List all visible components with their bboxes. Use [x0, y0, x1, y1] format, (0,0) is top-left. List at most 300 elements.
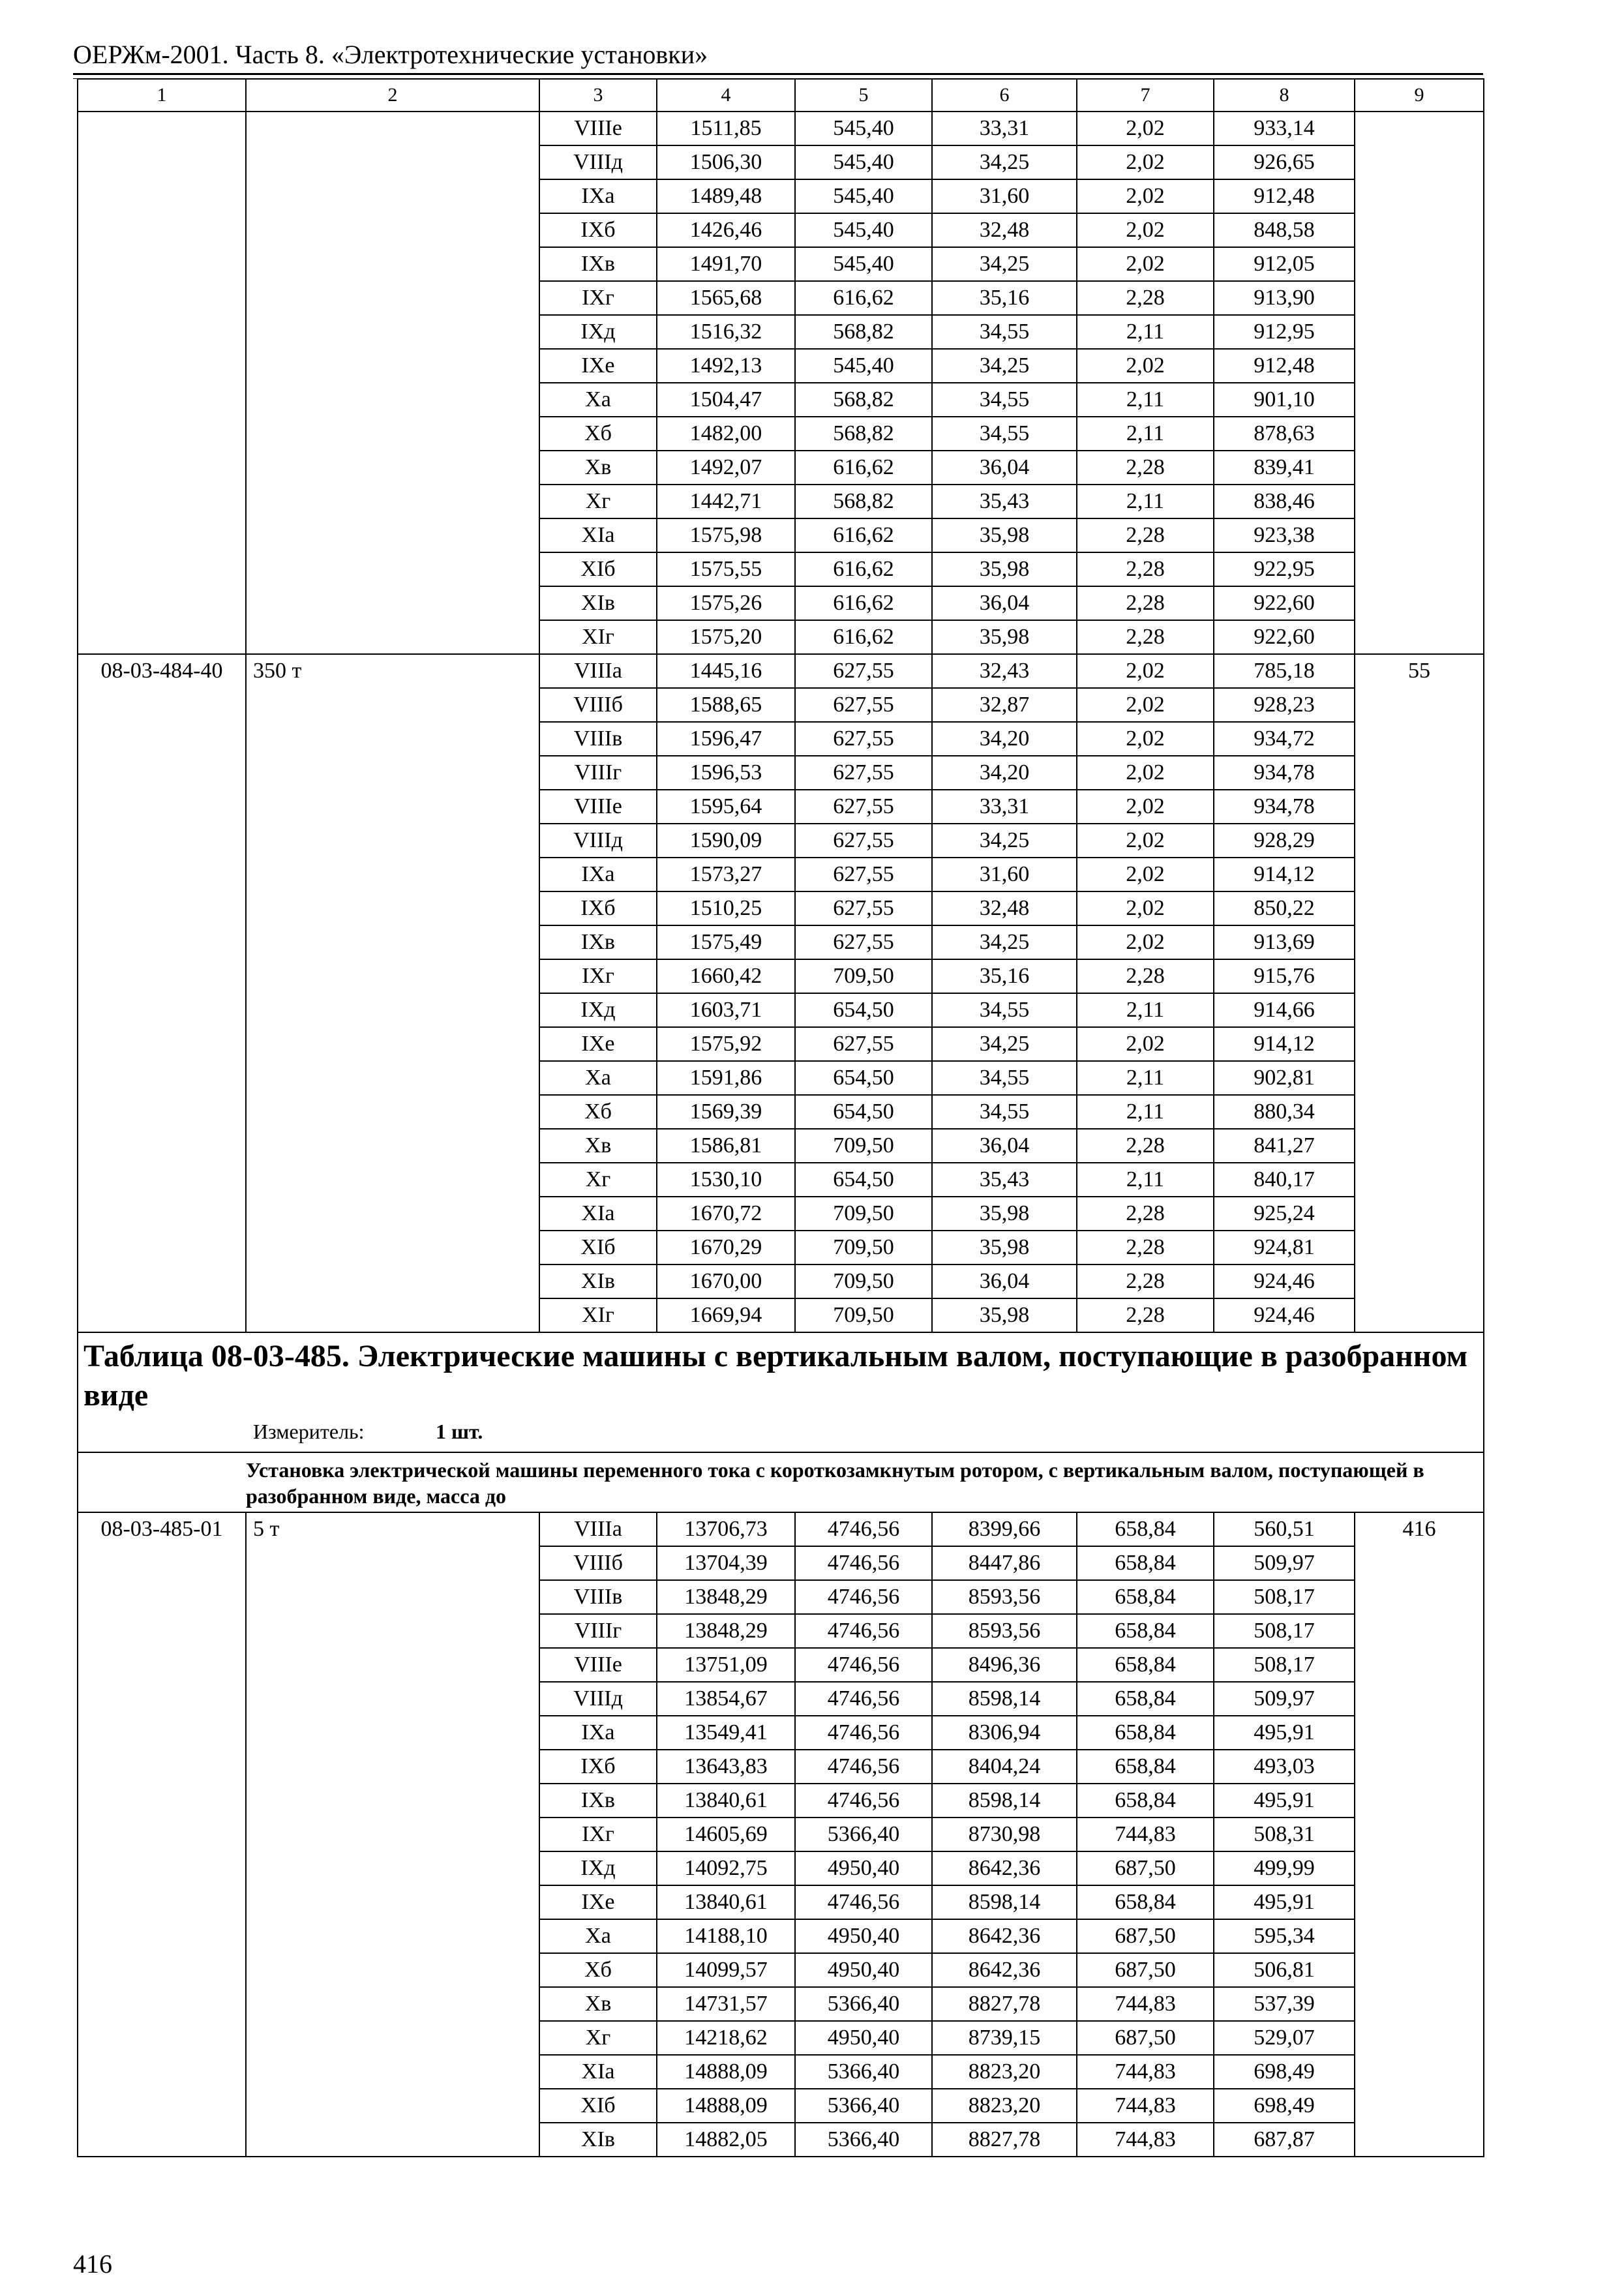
- total-cost-cell: 14882,05: [657, 2123, 795, 2157]
- total-cost-cell: 1596,47: [657, 722, 795, 756]
- header-rule: [73, 73, 1483, 75]
- zone-cell: VIIIб: [539, 1546, 657, 1580]
- total-cost-cell: 1586,81: [657, 1129, 795, 1163]
- total-cost-cell: 1591,86: [657, 1061, 795, 1095]
- description-text: Установка электрической машины переменного тока с короткозамкнутым ротором, с вертикальным валом, поступающей в разобранном виде, масса до: [246, 1452, 1484, 1512]
- table-row: [78, 112, 1484, 145]
- wage-cell: 5366,40: [795, 2123, 932, 2157]
- operator-wage-cell: 2,02: [1077, 145, 1214, 179]
- materials-cell: 506,81: [1214, 1953, 1355, 1987]
- measure-label: Измеритель:: [253, 1420, 365, 1443]
- operator-wage-cell: 658,84: [1077, 1716, 1214, 1750]
- zone-cell: IXв: [539, 925, 657, 959]
- machine-cost-cell: 8827,78: [932, 1987, 1077, 2021]
- total-cost-cell: 1575,20: [657, 620, 795, 654]
- zone-cell: VIIIе: [539, 1648, 657, 1682]
- materials-cell: 925,24: [1214, 1197, 1355, 1231]
- materials-cell: 508,17: [1214, 1614, 1355, 1648]
- materials-cell: 923,38: [1214, 518, 1355, 552]
- materials-cell: 902,81: [1214, 1061, 1355, 1095]
- materials-cell: 499,99: [1214, 1851, 1355, 1885]
- operator-wage-cell: 2,28: [1077, 451, 1214, 485]
- total-cost-cell: 1491,70: [657, 247, 795, 281]
- rate-code: [78, 112, 246, 654]
- machine-cost-cell: 8642,36: [932, 1851, 1077, 1885]
- operator-wage-cell: 2,28: [1077, 1231, 1214, 1264]
- machine-cost-cell: 8306,94: [932, 1716, 1077, 1750]
- rates-table: [77, 78, 1484, 2157]
- wage-cell: 4746,56: [795, 1614, 932, 1648]
- page-number: 416: [73, 2249, 112, 2279]
- machine-cost-cell: 8598,14: [932, 1885, 1077, 1919]
- materials-cell: 839,41: [1214, 451, 1355, 485]
- labor-cell: 416: [1355, 1512, 1484, 2157]
- total-cost-cell: 1511,85: [657, 112, 795, 145]
- operator-wage-cell: 2,02: [1077, 349, 1214, 383]
- zone-cell: IXг: [539, 1818, 657, 1851]
- total-cost-cell: 14218,62: [657, 2021, 795, 2055]
- operator-wage-cell: 2,02: [1077, 654, 1214, 688]
- rate-name: 350 т: [246, 654, 539, 1332]
- wage-cell: 709,50: [795, 1197, 932, 1231]
- materials-cell: 493,03: [1214, 1750, 1355, 1784]
- wage-cell: 4746,56: [795, 1682, 932, 1716]
- machine-cost-cell: 34,20: [932, 756, 1077, 790]
- zone-cell: VIIIе: [539, 790, 657, 824]
- wage-cell: 616,62: [795, 586, 932, 620]
- total-cost-cell: 13704,39: [657, 1546, 795, 1580]
- machine-cost-cell: 34,25: [932, 145, 1077, 179]
- materials-cell: 914,12: [1214, 858, 1355, 891]
- zone-cell: XIа: [539, 1197, 657, 1231]
- rate-name: 5 т: [246, 1512, 539, 2157]
- operator-wage-cell: 2,02: [1077, 688, 1214, 722]
- zone-cell: VIIIг: [539, 756, 657, 790]
- wage-cell: 627,55: [795, 790, 932, 824]
- wage-cell: 627,55: [795, 1027, 932, 1061]
- total-cost-cell: 13751,09: [657, 1648, 795, 1682]
- rate-code: 08-03-484-40: [78, 654, 246, 1332]
- zone-cell: XIб: [539, 552, 657, 586]
- materials-cell: 698,49: [1214, 2089, 1355, 2123]
- machine-cost-cell: 35,98: [932, 620, 1077, 654]
- materials-cell: 537,39: [1214, 1987, 1355, 2021]
- machine-cost-cell: 34,25: [932, 824, 1077, 858]
- zone-cell: XIг: [539, 620, 657, 654]
- materials-cell: 595,34: [1214, 1919, 1355, 1953]
- total-cost-cell: 1492,13: [657, 349, 795, 383]
- machine-cost-cell: 8642,36: [932, 1919, 1077, 1953]
- zone-cell: IXд: [539, 993, 657, 1027]
- zone-cell: IXд: [539, 1851, 657, 1885]
- operator-wage-cell: 658,84: [1077, 1750, 1214, 1784]
- wage-cell: 4746,56: [795, 1546, 932, 1580]
- zone-cell: IXа: [539, 179, 657, 213]
- total-cost-cell: 13854,67: [657, 1682, 795, 1716]
- machine-cost-cell: 8404,24: [932, 1750, 1077, 1784]
- wage-cell: 627,55: [795, 858, 932, 891]
- total-cost-cell: 14731,57: [657, 1987, 795, 2021]
- machine-cost-cell: 32,48: [932, 213, 1077, 247]
- operator-wage-cell: 744,83: [1077, 1818, 1214, 1851]
- materials-cell: 901,10: [1214, 383, 1355, 417]
- table-title: Таблица 08-03-485. Электрические машины с вертикальным валом, поступающие в разобранном виде: [83, 1339, 1468, 1413]
- materials-cell: 915,76: [1214, 959, 1355, 993]
- description-row: [78, 1452, 1484, 1512]
- zone-cell: Xб: [539, 417, 657, 451]
- total-cost-cell: 13643,83: [657, 1750, 795, 1784]
- total-cost-cell: 1492,07: [657, 451, 795, 485]
- total-cost-cell: 1595,64: [657, 790, 795, 824]
- zone-cell: IXг: [539, 959, 657, 993]
- zone-cell: XIв: [539, 2123, 657, 2157]
- table-title-row: [78, 1332, 1484, 1452]
- machine-cost-cell: 34,25: [932, 925, 1077, 959]
- wage-cell: 4746,56: [795, 1580, 932, 1614]
- column-number: 5: [795, 79, 932, 112]
- zone-cell: VIIIе: [539, 112, 657, 145]
- wage-cell: 654,50: [795, 1163, 932, 1197]
- total-cost-cell: 14092,75: [657, 1851, 795, 1885]
- machine-cost-cell: 36,04: [932, 451, 1077, 485]
- wage-cell: 568,82: [795, 383, 932, 417]
- materials-cell: 508,17: [1214, 1648, 1355, 1682]
- machine-cost-cell: 8598,14: [932, 1682, 1077, 1716]
- zone-cell: XIв: [539, 1264, 657, 1298]
- materials-cell: 924,81: [1214, 1231, 1355, 1264]
- total-cost-cell: 13848,29: [657, 1580, 795, 1614]
- materials-cell: 848,58: [1214, 213, 1355, 247]
- materials-cell: 698,49: [1214, 2055, 1355, 2089]
- labor-cell: [1355, 112, 1484, 654]
- materials-cell: 508,31: [1214, 1818, 1355, 1851]
- operator-wage-cell: 2,28: [1077, 1298, 1214, 1332]
- total-cost-cell: 1510,25: [657, 891, 795, 925]
- machine-cost-cell: 8827,78: [932, 2123, 1077, 2157]
- wage-cell: 709,50: [795, 1129, 932, 1163]
- materials-cell: 924,46: [1214, 1264, 1355, 1298]
- operator-wage-cell: 2,28: [1077, 620, 1214, 654]
- operator-wage-cell: 2,11: [1077, 1163, 1214, 1197]
- column-number: 3: [539, 79, 657, 112]
- machine-cost-cell: 8823,20: [932, 2055, 1077, 2089]
- total-cost-cell: 1660,42: [657, 959, 795, 993]
- wage-cell: 4950,40: [795, 1851, 932, 1885]
- machine-cost-cell: 8642,36: [932, 1953, 1077, 1987]
- materials-cell: 841,27: [1214, 1129, 1355, 1163]
- machine-cost-cell: 34,55: [932, 417, 1077, 451]
- operator-wage-cell: 658,84: [1077, 1512, 1214, 1546]
- wage-cell: 5366,40: [795, 2055, 932, 2089]
- materials-cell: 840,17: [1214, 1163, 1355, 1197]
- operator-wage-cell: 2,02: [1077, 891, 1214, 925]
- total-cost-cell: 14888,09: [657, 2089, 795, 2123]
- zone-cell: Xв: [539, 451, 657, 485]
- materials-cell: 914,66: [1214, 993, 1355, 1027]
- total-cost-cell: 1575,55: [657, 552, 795, 586]
- machine-cost-cell: 36,04: [932, 586, 1077, 620]
- zone-cell: IXв: [539, 247, 657, 281]
- wage-cell: 709,50: [795, 959, 932, 993]
- total-cost-cell: 1489,48: [657, 179, 795, 213]
- materials-cell: 924,46: [1214, 1298, 1355, 1332]
- zone-cell: XIв: [539, 586, 657, 620]
- wage-cell: 616,62: [795, 620, 932, 654]
- machine-cost-cell: 8399,66: [932, 1512, 1077, 1546]
- machine-cost-cell: 35,98: [932, 552, 1077, 586]
- total-cost-cell: 1575,49: [657, 925, 795, 959]
- wage-cell: 545,40: [795, 247, 932, 281]
- machine-cost-cell: 8730,98: [932, 1818, 1077, 1851]
- materials-cell: 560,51: [1214, 1512, 1355, 1546]
- total-cost-cell: 1569,39: [657, 1095, 795, 1129]
- total-cost-cell: 13840,61: [657, 1784, 795, 1818]
- machine-cost-cell: 34,55: [932, 383, 1077, 417]
- operator-wage-cell: 2,02: [1077, 824, 1214, 858]
- wage-cell: 545,40: [795, 179, 932, 213]
- machine-cost-cell: 8496,36: [932, 1648, 1077, 1682]
- zone-cell: XIг: [539, 1298, 657, 1332]
- column-number: 4: [657, 79, 795, 112]
- machine-cost-cell: 32,87: [932, 688, 1077, 722]
- column-number-row: [78, 79, 1484, 112]
- wage-cell: 627,55: [795, 654, 932, 688]
- materials-cell: 934,72: [1214, 722, 1355, 756]
- materials-cell: 933,14: [1214, 112, 1355, 145]
- machine-cost-cell: 31,60: [932, 858, 1077, 891]
- total-cost-cell: 14605,69: [657, 1818, 795, 1851]
- total-cost-cell: 1603,71: [657, 993, 795, 1027]
- operator-wage-cell: 658,84: [1077, 1614, 1214, 1648]
- materials-cell: 850,22: [1214, 891, 1355, 925]
- operator-wage-cell: 744,83: [1077, 2123, 1214, 2157]
- measure-value: 1 шт.: [436, 1420, 483, 1443]
- machine-cost-cell: 34,25: [932, 1027, 1077, 1061]
- table-title-cell: [78, 1332, 1484, 1452]
- machine-cost-cell: 34,25: [932, 349, 1077, 383]
- total-cost-cell: 1565,68: [657, 281, 795, 315]
- materials-cell: 922,95: [1214, 552, 1355, 586]
- total-cost-cell: 1445,16: [657, 654, 795, 688]
- zone-cell: VIIIд: [539, 145, 657, 179]
- zone-cell: Xг: [539, 2021, 657, 2055]
- column-number: 8: [1214, 79, 1355, 112]
- total-cost-cell: 1588,65: [657, 688, 795, 722]
- machine-cost-cell: 35,43: [932, 1163, 1077, 1197]
- materials-cell: 878,63: [1214, 417, 1355, 451]
- total-cost-cell: 1596,53: [657, 756, 795, 790]
- measure-line: [253, 1418, 1477, 1445]
- wage-cell: 4950,40: [795, 1919, 932, 1953]
- wage-cell: 545,40: [795, 213, 932, 247]
- materials-cell: 912,05: [1214, 247, 1355, 281]
- wage-cell: 616,62: [795, 552, 932, 586]
- wage-cell: 4950,40: [795, 2021, 932, 2055]
- machine-cost-cell: 34,55: [932, 1095, 1077, 1129]
- running-header: ОЕРЖм-2001. Часть 8. «Электротехнические установки»: [73, 40, 708, 69]
- table-row: [78, 1512, 1484, 1546]
- wage-cell: 568,82: [795, 485, 932, 518]
- machine-cost-cell: 36,04: [932, 1264, 1077, 1298]
- column-number: 9: [1355, 79, 1484, 112]
- materials-cell: 785,18: [1214, 654, 1355, 688]
- operator-wage-cell: 2,28: [1077, 1264, 1214, 1298]
- wage-cell: 5366,40: [795, 2089, 932, 2123]
- machine-cost-cell: 32,48: [932, 891, 1077, 925]
- operator-wage-cell: 2,28: [1077, 552, 1214, 586]
- zone-cell: VIIIд: [539, 824, 657, 858]
- materials-cell: 913,90: [1214, 281, 1355, 315]
- total-cost-cell: 1670,72: [657, 1197, 795, 1231]
- wage-cell: 545,40: [795, 145, 932, 179]
- materials-cell: 912,48: [1214, 349, 1355, 383]
- zone-cell: VIIIб: [539, 688, 657, 722]
- machine-cost-cell: 35,98: [932, 1298, 1077, 1332]
- total-cost-cell: 1590,09: [657, 824, 795, 858]
- zone-cell: Xб: [539, 1095, 657, 1129]
- materials-cell: 495,91: [1214, 1716, 1355, 1750]
- zone-cell: IXв: [539, 1784, 657, 1818]
- machine-cost-cell: 8593,56: [932, 1614, 1077, 1648]
- wage-cell: 616,62: [795, 281, 932, 315]
- operator-wage-cell: 658,84: [1077, 1682, 1214, 1716]
- wage-cell: 627,55: [795, 891, 932, 925]
- machine-cost-cell: 8447,86: [932, 1546, 1077, 1580]
- operator-wage-cell: 687,50: [1077, 1953, 1214, 1987]
- machine-cost-cell: 35,98: [932, 1231, 1077, 1264]
- total-cost-cell: 1575,98: [657, 518, 795, 552]
- materials-cell: 913,69: [1214, 925, 1355, 959]
- operator-wage-cell: 687,50: [1077, 1919, 1214, 1953]
- zone-cell: Xа: [539, 1061, 657, 1095]
- zone-cell: Xб: [539, 1953, 657, 1987]
- zone-cell: IXб: [539, 1750, 657, 1784]
- wage-cell: 616,62: [795, 451, 932, 485]
- operator-wage-cell: 2,28: [1077, 586, 1214, 620]
- operator-wage-cell: 2,11: [1077, 1095, 1214, 1129]
- total-cost-cell: 13848,29: [657, 1614, 795, 1648]
- zone-cell: VIIIв: [539, 1580, 657, 1614]
- operator-wage-cell: 2,11: [1077, 993, 1214, 1027]
- machine-cost-cell: 8739,15: [932, 2021, 1077, 2055]
- materials-cell: 926,65: [1214, 145, 1355, 179]
- operator-wage-cell: 2,02: [1077, 790, 1214, 824]
- materials-cell: 922,60: [1214, 586, 1355, 620]
- wage-cell: 568,82: [795, 417, 932, 451]
- wage-cell: 545,40: [795, 349, 932, 383]
- operator-wage-cell: 2,02: [1077, 112, 1214, 145]
- materials-cell: 928,29: [1214, 824, 1355, 858]
- operator-wage-cell: 2,28: [1077, 959, 1214, 993]
- wage-cell: 627,55: [795, 756, 932, 790]
- wage-cell: 616,62: [795, 518, 932, 552]
- wage-cell: 4746,56: [795, 1784, 932, 1818]
- zone-cell: VIIIд: [539, 1682, 657, 1716]
- zone-cell: XIб: [539, 2089, 657, 2123]
- machine-cost-cell: 31,60: [932, 179, 1077, 213]
- machine-cost-cell: 33,31: [932, 790, 1077, 824]
- materials-cell: 928,23: [1214, 688, 1355, 722]
- operator-wage-cell: 658,84: [1077, 1784, 1214, 1818]
- total-cost-cell: 1506,30: [657, 145, 795, 179]
- wage-cell: 4950,40: [795, 1953, 932, 1987]
- total-cost-cell: 14188,10: [657, 1919, 795, 1953]
- materials-cell: 509,97: [1214, 1546, 1355, 1580]
- operator-wage-cell: 2,02: [1077, 179, 1214, 213]
- zone-cell: IXг: [539, 281, 657, 315]
- total-cost-cell: 1573,27: [657, 858, 795, 891]
- materials-cell: 880,34: [1214, 1095, 1355, 1129]
- wage-cell: 5366,40: [795, 1818, 932, 1851]
- zone-cell: Xа: [539, 383, 657, 417]
- total-cost-cell: 13706,73: [657, 1512, 795, 1546]
- wage-cell: 627,55: [795, 824, 932, 858]
- wage-cell: 4746,56: [795, 1885, 932, 1919]
- machine-cost-cell: 35,43: [932, 485, 1077, 518]
- machine-cost-cell: 34,55: [932, 1061, 1077, 1095]
- operator-wage-cell: 2,28: [1077, 1197, 1214, 1231]
- zone-cell: IXа: [539, 858, 657, 891]
- materials-cell: 509,97: [1214, 1682, 1355, 1716]
- total-cost-cell: 1516,32: [657, 315, 795, 349]
- operator-wage-cell: 658,84: [1077, 1580, 1214, 1614]
- operator-wage-cell: 2,02: [1077, 756, 1214, 790]
- materials-cell: 912,95: [1214, 315, 1355, 349]
- total-cost-cell: 1670,29: [657, 1231, 795, 1264]
- total-cost-cell: 1504,47: [657, 383, 795, 417]
- machine-cost-cell: 35,16: [932, 959, 1077, 993]
- machine-cost-cell: 33,31: [932, 112, 1077, 145]
- operator-wage-cell: 2,11: [1077, 383, 1214, 417]
- materials-cell: 529,07: [1214, 2021, 1355, 2055]
- machine-cost-cell: 8823,20: [932, 2089, 1077, 2123]
- operator-wage-cell: 744,83: [1077, 2089, 1214, 2123]
- operator-wage-cell: 2,28: [1077, 518, 1214, 552]
- operator-wage-cell: 2,11: [1077, 485, 1214, 518]
- wage-cell: 709,50: [795, 1231, 932, 1264]
- zone-cell: XIб: [539, 1231, 657, 1264]
- wage-cell: 4746,56: [795, 1750, 932, 1784]
- materials-cell: 687,87: [1214, 2123, 1355, 2157]
- machine-cost-cell: 34,20: [932, 722, 1077, 756]
- operator-wage-cell: 2,11: [1077, 1061, 1214, 1095]
- wage-cell: 568,82: [795, 315, 932, 349]
- operator-wage-cell: 2,02: [1077, 925, 1214, 959]
- wage-cell: 4746,56: [795, 1716, 932, 1750]
- operator-wage-cell: 2,11: [1077, 417, 1214, 451]
- operator-wage-cell: 658,84: [1077, 1546, 1214, 1580]
- operator-wage-cell: 2,02: [1077, 858, 1214, 891]
- machine-cost-cell: 36,04: [932, 1129, 1077, 1163]
- operator-wage-cell: 2,02: [1077, 247, 1214, 281]
- total-cost-cell: 1669,94: [657, 1298, 795, 1332]
- operator-wage-cell: 744,83: [1077, 2055, 1214, 2089]
- operator-wage-cell: 2,28: [1077, 1129, 1214, 1163]
- machine-cost-cell: 35,98: [932, 1197, 1077, 1231]
- operator-wage-cell: 687,50: [1077, 1851, 1214, 1885]
- zone-cell: IXа: [539, 1716, 657, 1750]
- table-row: [78, 654, 1484, 688]
- total-cost-cell: 14888,09: [657, 2055, 795, 2089]
- zone-cell: IXд: [539, 315, 657, 349]
- total-cost-cell: 1575,92: [657, 1027, 795, 1061]
- zone-cell: Xв: [539, 1129, 657, 1163]
- rate-name: [246, 112, 539, 654]
- zone-cell: VIIIа: [539, 654, 657, 688]
- column-number: 1: [78, 79, 246, 112]
- labor-cell: 55: [1355, 654, 1484, 1332]
- materials-cell: 912,48: [1214, 179, 1355, 213]
